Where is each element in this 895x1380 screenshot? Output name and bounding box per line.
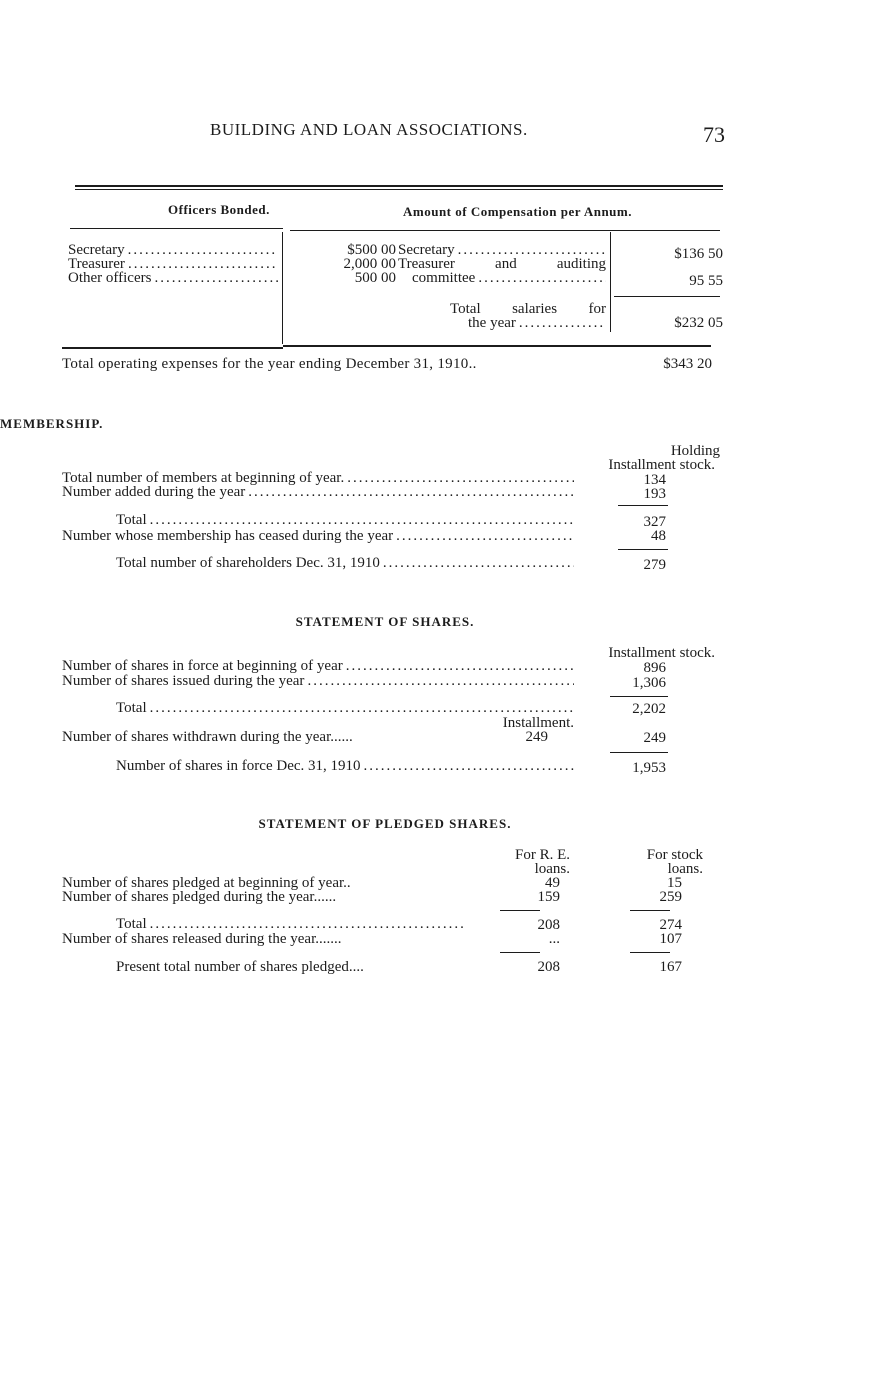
- sum-rule: [630, 952, 670, 953]
- bond-amount: 500 00: [354, 270, 396, 286]
- pledged-stock-value: 167: [659, 959, 682, 975]
- pledged-re-value: ...: [548, 931, 560, 947]
- table-top-rule: [75, 185, 723, 187]
- row-label: Number of shares in force at beginning of year: [62, 658, 343, 674]
- row-value: 48: [651, 528, 666, 544]
- row-value: 193: [643, 486, 666, 502]
- membership-col-head-2: Installment stock.: [608, 457, 715, 473]
- pledged-col1-head-1: For R. E.: [514, 847, 570, 863]
- shares-row: [62, 659, 574, 674]
- membership-row: [116, 556, 574, 571]
- bond-amount: $500 00: [347, 242, 396, 258]
- comp-secretary-amount: $136 50: [674, 246, 723, 262]
- row-value: 134: [643, 472, 666, 488]
- membership-row: [62, 485, 574, 500]
- shares-withdrawn-label: Number of shares withdrawn during the year......: [62, 729, 353, 745]
- bonded-label: Secretary: [68, 242, 125, 258]
- shares-row: [62, 674, 574, 689]
- pledged-col2-head-1: For stock: [646, 847, 703, 863]
- pledged-col1-head-2: loans.: [534, 861, 570, 877]
- bond-amount: 2,000 00: [343, 256, 396, 272]
- row-label: Total: [116, 700, 147, 716]
- row-label: Total number of shareholders Dec. 31, 1910: [116, 555, 380, 571]
- pledged-row-label: Number of shares pledged during the year......: [62, 889, 337, 905]
- sum-rule: [610, 752, 668, 753]
- column-divider-2: [610, 232, 611, 332]
- row-label: Total number of members at beginning of year.: [62, 470, 345, 486]
- row-label: Number of shares in force Dec. 31, 1910: [116, 758, 361, 774]
- row-value: 249: [643, 730, 666, 746]
- pledged-re-value: 159: [537, 889, 560, 905]
- sum-rule: [610, 696, 668, 697]
- total-salaries-label: Total salaries for: [450, 301, 606, 317]
- operating-expenses-amount: $343 20: [663, 356, 712, 372]
- row-label: Number of shares issued during the year: [62, 673, 305, 689]
- shares-title: STATEMENT OF SHARES.: [295, 614, 475, 629]
- row-value: 896: [643, 660, 666, 676]
- heading-rule-left: [70, 228, 283, 229]
- pledged-row-label: Number of shares released during the year.......: [62, 931, 342, 947]
- pledged-stock-value: 15: [667, 875, 682, 891]
- bonded-row: [68, 271, 278, 286]
- sum-rule: [618, 505, 668, 506]
- shares-row: [116, 701, 574, 716]
- total-salaries-label-2: the year: [468, 315, 516, 331]
- pledged-row-label: Present total number of shares pledged....: [116, 959, 364, 975]
- sum-rule: [500, 910, 540, 911]
- row-value: 1,306: [632, 675, 666, 691]
- comp-committee-amount: 95 55: [689, 273, 723, 289]
- sum-rule: [500, 952, 540, 953]
- compensation-heading: Amount of Compensation per Annum.: [403, 204, 632, 219]
- subtotal-rule: [614, 296, 720, 297]
- shares-col-head: Installment stock.: [608, 645, 715, 661]
- table-top-rule-thin: [75, 189, 723, 190]
- sum-rule: [618, 549, 668, 550]
- pledged-re-value: 49: [545, 875, 560, 891]
- comp-secretary-label: Secretary: [398, 242, 455, 258]
- total-salaries-amount: $232 05: [674, 315, 723, 331]
- pledged-row-label: Number of shares pledged at beginning of year..: [62, 875, 351, 891]
- comp-committee-label: committee: [412, 270, 476, 286]
- row-label: Number added during the year: [62, 484, 246, 500]
- row-value: 2,202: [632, 701, 666, 717]
- row-label: Total: [116, 916, 147, 932]
- membership-row: [62, 529, 574, 544]
- comp-row: [412, 271, 606, 286]
- running-title: BUILDING AND LOAN ASSOCIATIONS.: [210, 120, 528, 139]
- bonded-label: Other officers: [68, 270, 152, 286]
- sum-rule: [630, 910, 670, 911]
- total-salaries-row: [468, 316, 606, 331]
- pledged-stock-value: 259: [659, 889, 682, 905]
- shares-row: [116, 759, 574, 774]
- pledged-row: [116, 917, 464, 932]
- row-value: 327: [643, 514, 666, 530]
- pledged-re-value: 208: [537, 917, 560, 933]
- operating-expenses-label: Total operating expenses for the year ending December 31, 1910..: [62, 356, 477, 372]
- membership-row: [116, 513, 574, 528]
- pledged-col2-head-2: loans.: [667, 861, 703, 877]
- pledged-re-value: 208: [537, 959, 560, 975]
- row-label: Total: [116, 512, 147, 528]
- pledged-stock-value: 107: [659, 931, 682, 947]
- comp-treasurer-label: Treasurer and auditing: [398, 256, 606, 272]
- row-value: 279: [643, 557, 666, 573]
- column-divider-1: [282, 232, 283, 344]
- row-label: Number whose membership has ceased during the year: [62, 528, 394, 544]
- membership-title: MEMBERSHIP.: [0, 416, 104, 431]
- officers-bonded-heading: Officers Bonded.: [168, 202, 270, 217]
- row-value: 1,953: [632, 760, 666, 776]
- page-number: 73: [703, 122, 725, 147]
- table-bottom-rule: [283, 345, 711, 347]
- table-bottom-rule-left: [62, 347, 283, 349]
- shares-sub-head: Installment.: [502, 715, 574, 731]
- pledged-stock-value: 274: [659, 917, 682, 933]
- membership-col-head-1: Holding: [670, 443, 720, 459]
- shares-withdrawn-installment: 249: [525, 729, 548, 745]
- heading-rule-right: [290, 230, 720, 231]
- bonded-label: Treasurer: [68, 256, 125, 272]
- pledged-title: STATEMENT OF PLEDGED SHARES.: [258, 816, 512, 831]
